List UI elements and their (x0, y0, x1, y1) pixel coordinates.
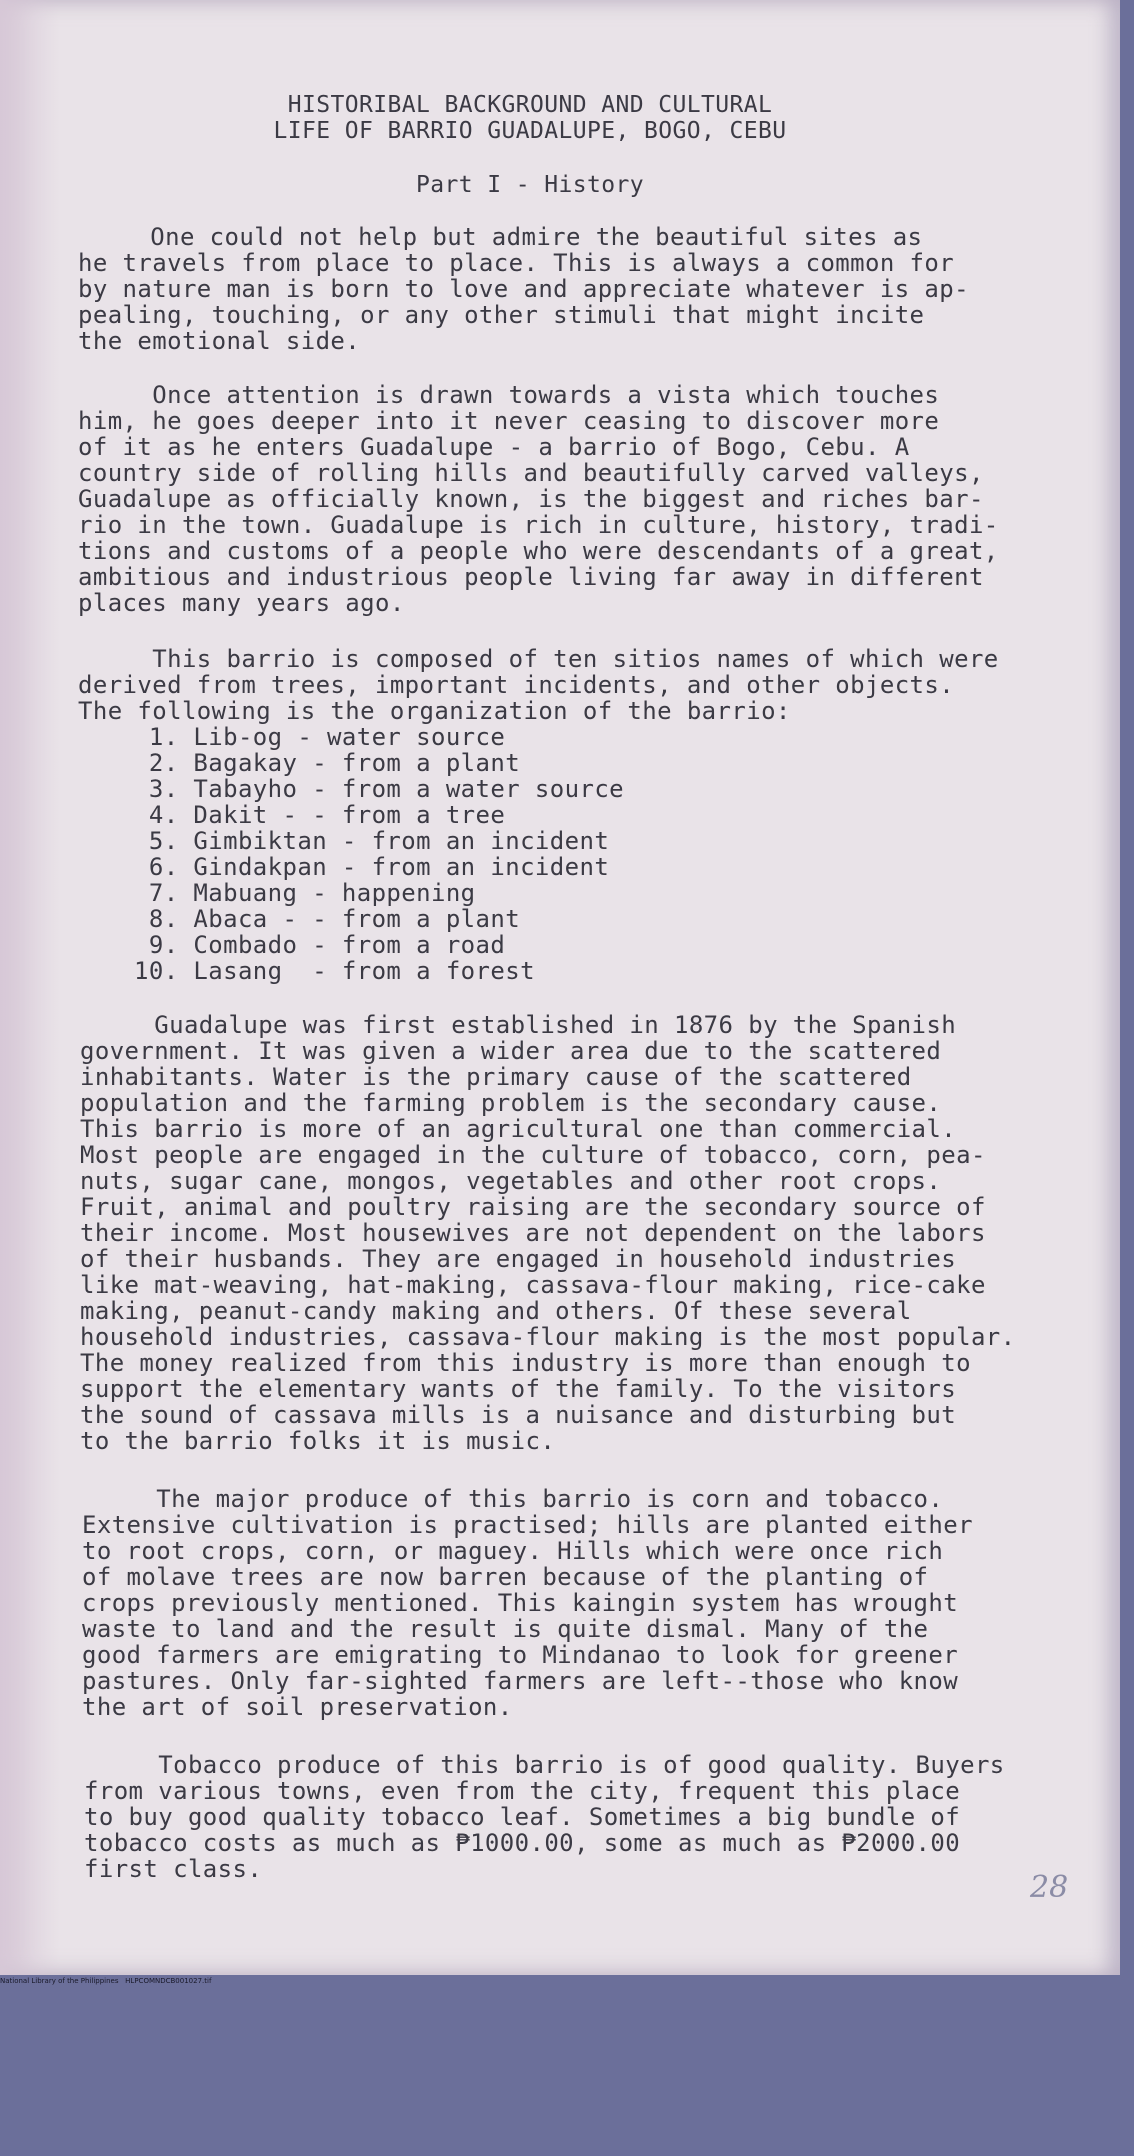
p4-line: nuts, sugar cane, mongos, vegetables and other root crops. (80, 1167, 942, 1195)
list-item: 9. Combado - from a road (134, 931, 506, 959)
p6-line: first class. (84, 1855, 263, 1883)
title-line-2: LIFE OF BARRIO GUADALUPE, BOGO, CEBU (273, 118, 787, 144)
p1-line: he travels from place to place. This is always a common for (78, 249, 955, 277)
p2-line: tions and customs of a people who were descendants of a great, (78, 537, 999, 565)
page-shadow (0, 0, 60, 1975)
p5-line: of molave trees are now barren because of the planting of (82, 1563, 929, 1591)
p5-line: crops previously mentioned. This kaingin system has wrought (82, 1589, 959, 1617)
list-item: 7. Mabuang - happening (134, 879, 476, 907)
p3-line: The following is the organization of the barrio: (78, 697, 791, 725)
p4-line: like mat-weaving, hat-making, cassava-flour making, rice-cake (80, 1271, 986, 1299)
page-number: 28 (1030, 1870, 1069, 1905)
p2-line: of it as he enters Guadalupe - a barrio of Bogo, Cebu. A (78, 433, 910, 461)
p6-line: to buy good quality tobacco leaf. Sometimes a big bundle of (84, 1803, 961, 1831)
p2-line: Guadalupe as officially known, is the biggest and riches bar- (78, 485, 984, 513)
p4-line: their income. Most housewives are not dependent on the labors (80, 1219, 986, 1247)
list-item: 4. Dakit - - from a tree (134, 801, 506, 829)
p2-line: ambitious and industrious people living far away in different (78, 563, 984, 591)
p4-line: This barrio is more of an agricultural one than commercial. (80, 1115, 957, 1143)
p1-line: the emotional side. (78, 327, 361, 355)
p2-line: country side of rolling hills and beautifully carved valleys, (78, 459, 984, 487)
p1-line: by nature man is born to love and appreciate whatever is ap- (78, 275, 969, 303)
p4-line: government. It was given a wider area due to the scattered (80, 1037, 942, 1065)
p3-line: derived from trees, important incidents, and other objects. (78, 671, 955, 699)
p6-line: from various towns, even from the city, frequent this place (84, 1777, 961, 1805)
p1-line: pealing, touching, or any other stimuli that might incite (78, 301, 925, 329)
part-heading: Part I - History (416, 172, 644, 198)
p6-line: tobacco costs as much as ₱1000.00, some as much as ₱2000.00 (84, 1829, 961, 1857)
p5-line: pastures. Only far-sighted farmers are left--those who know (82, 1667, 959, 1695)
p4-line: Most people are engaged in the culture of tobacco, corn, pea- (80, 1141, 986, 1169)
p4-line: to the barrio folks it is music. (80, 1427, 556, 1455)
p4-line: making, peanut-candy making and others. Of these several (80, 1297, 912, 1325)
p4-line: inhabitants. Water is the primary cause of the scattered (80, 1063, 912, 1091)
scan-footer: National Library of the Philippines HLPCOMNDCB001027.tif (0, 1977, 212, 1985)
list-item: 10. Lasang - from a forest (134, 957, 535, 985)
list-item: 5. Gimbiktan - from an incident (134, 827, 610, 855)
p4-line: population and the farming problem is the secondary cause. (80, 1089, 942, 1117)
p4-line: of their husbands. They are engaged in household industries (80, 1245, 957, 1273)
p4-line: The money realized from this industry is more than enough to (80, 1349, 971, 1377)
list-item: 8. Abaca - - from a plant (134, 905, 521, 933)
p4-line: Fruit, animal and poultry raising are the secondary source of (80, 1193, 986, 1221)
list-item: 3. Tabayho - from a water source (134, 775, 625, 803)
p2-line: him, he goes deeper into it never ceasing to discover more (78, 407, 940, 435)
p6-line: Tobacco produce of this barrio is of good quality. Buyers (84, 1751, 1005, 1779)
p5-line: The major produce of this barrio is corn and tobacco. (82, 1485, 944, 1513)
p3-line: This barrio is composed of ten sitios names of which were (78, 645, 999, 673)
list-item: 2. Bagakay - from a plant (134, 749, 521, 777)
list-item: 6. Gindakpan - from an incident (134, 853, 610, 881)
p5-line: good farmers are emigrating to Mindanao to look for greener (82, 1641, 959, 1669)
p2-line: rio in the town. Guadalupe is rich in culture, history, tradi- (78, 511, 999, 539)
p4-line: Guadalupe was first established in 1876 by the Spanish (80, 1011, 957, 1039)
p2-line: places many years ago. (78, 589, 405, 617)
p1-line: One could not help but admire the beautiful sites as (76, 223, 923, 251)
p5-line: Extensive cultivation is practised; hills are planted either (82, 1511, 973, 1539)
title-line-1: HISTORIBAL BACKGROUND AND CULTURAL (287, 92, 773, 118)
list-item: 1. Lib-og - water source (134, 723, 506, 751)
p5-line: to root crops, corn, or maguey. Hills which were once rich (82, 1537, 944, 1565)
p4-line: the sound of cassava mills is a nuisance and disturbing but (80, 1401, 957, 1429)
p5-line: the art of soil preservation. (82, 1693, 513, 1721)
p5-line: waste to land and the result is quite dismal. Many of the (82, 1615, 929, 1643)
p4-line: support the elementary wants of the family. To the visitors (80, 1375, 957, 1403)
p2-line: Once attention is drawn towards a vista which touches (78, 381, 940, 409)
p4-line: household industries, cassava-flour making is the most popular. (80, 1323, 1016, 1351)
